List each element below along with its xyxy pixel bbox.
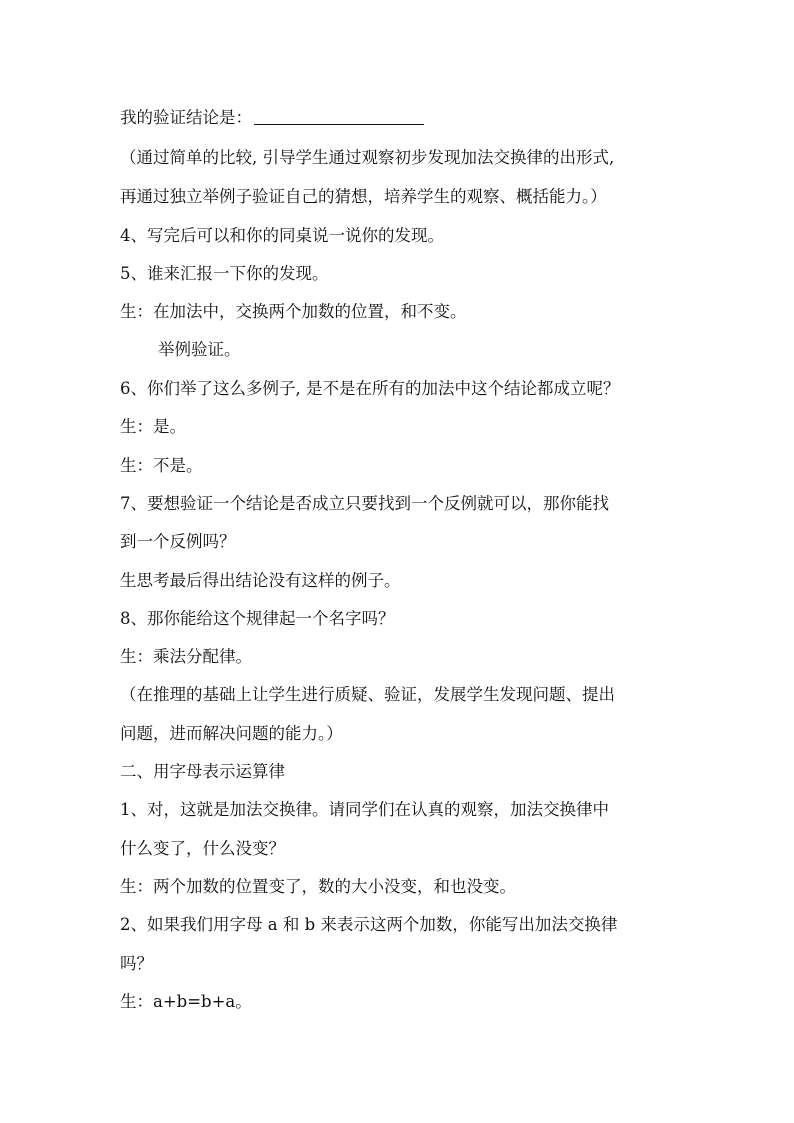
teaching-note-2-line-1: （在推理的基础上让学生进行质疑、验证，发展学生发现问题、提出 [120,685,615,704]
step-6-line: 6、你们举了这么多例子, 是不是在所有的加法中这个结论都成立呢？ [120,379,620,398]
section-step-2-line-1: 2、如果我们用字母 a 和 b 来表示这两个加数，你能写出加法交换律 [120,915,618,934]
teaching-note-2-line-2: 问题，进而解决问题的能力。） [120,724,343,743]
section-step-1-line-2: 什么变了，什么没变？ [120,839,285,858]
example-verification-line: 举例验证。 [158,340,241,359]
step-8-line: 8、那你能给这个规律起一个名字吗？ [120,609,395,628]
teaching-note-1-line-2: 再通过独立举例子验证自己的猜想，培养学生的观察、概括能力。） [120,187,607,206]
answer-blank [254,106,424,125]
student-answer-line-4: 生：乘法分配律。 [120,647,252,666]
student-thinking-line: 生思考最后得出结论没有这样的例子。 [120,571,401,590]
step-7-line-1: 7、要想验证一个结论是否成立只要找到一个反例就可以，那你能找 [120,494,609,513]
teaching-note-1-line-1: （通过简单的比较, 引导学生通过观察初步发现加法交换律的出形式, [120,148,615,167]
section-step-2-line-2: 吗？ [120,954,153,973]
section-step-1-line-1: 1、对，这就是加法交换律。请同学们在认真的观察，加法交换律中 [120,800,609,819]
student-answer-line-1: 生：在加法中，交换两个加数的位置，和不变。 [120,302,467,321]
verification-conclusion-label: 我的验证结论是： [120,108,252,127]
step-7-line-2: 到一个反例吗？ [120,532,236,551]
student-answer-line-6: 生：a+b=b+a。 [120,992,252,1011]
student-answer-line-5: 生：两个加数的位置变了，数的大小没变，和也没变。 [120,877,516,896]
verification-conclusion-line [120,106,680,130]
section-heading: 二、用字母表示运算律 [120,762,285,781]
step-5-line: 5、谁来汇报一下你的发现。 [120,264,329,283]
student-answer-line-3: 生：不是。 [120,456,203,475]
step-4-line: 4、写完后可以和你的同桌说一说你的发现。 [120,226,444,245]
student-answer-line-2: 生：是。 [120,417,186,436]
